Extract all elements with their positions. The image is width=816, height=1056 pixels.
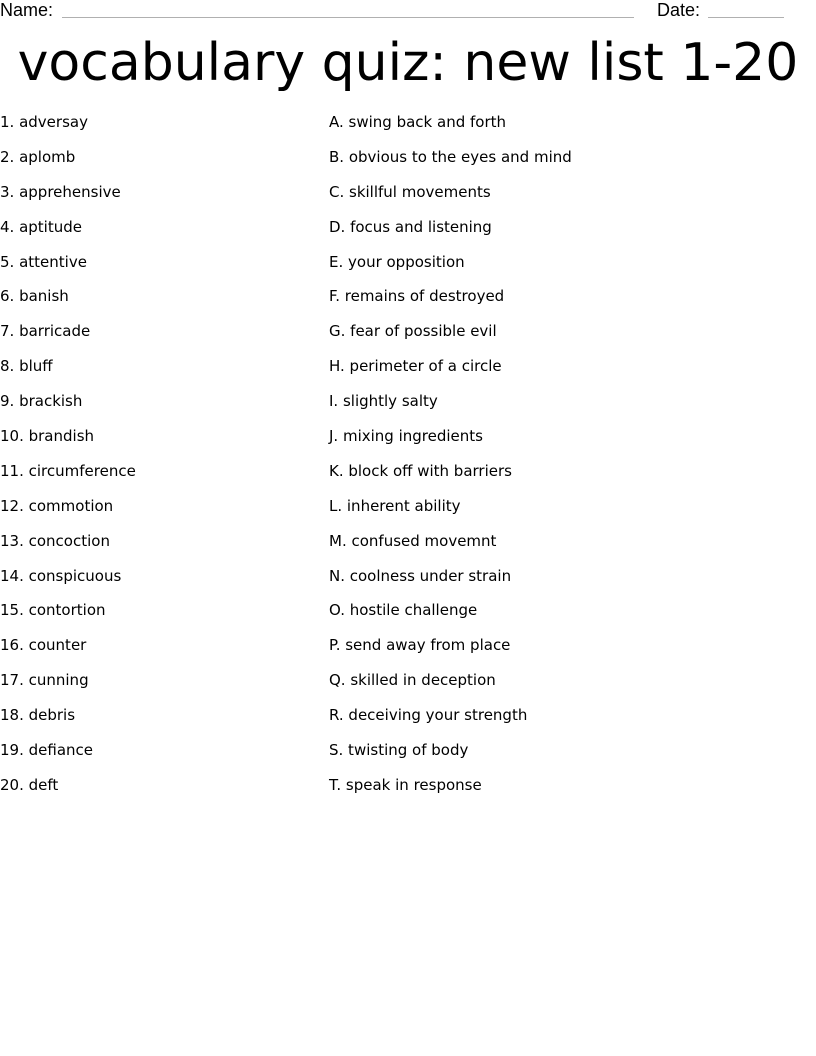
date-blank-line [708,17,784,18]
term-item: 7. barricade [0,322,91,341]
term-item: 11. circumference [0,461,136,480]
definition-item: D. focus and listening [329,217,492,236]
term-item: 14. conspicuous [0,566,122,585]
term-item: 16. counter [0,636,87,655]
term-item: 8. bluff [0,357,53,376]
definitions-list [329,112,572,810]
name-blank-line [62,17,634,18]
term-item: 15. contortion [0,601,106,620]
definition-item: A. swing back and forth [329,113,506,131]
name-label: Name: [0,0,54,20]
terms-list [0,112,136,810]
definition-item: C. skillful movements [329,182,491,201]
definition-item: H. perimeter of a circle [329,357,502,376]
term-item: 5. attentive [0,252,87,271]
date-label: Date: [657,0,701,20]
definition-item: T. speak in response [329,775,482,794]
term-item: 17. cunning [0,671,89,690]
term-item: 12. commotion [0,496,114,515]
term-item: 1. adversay [0,113,88,131]
term-item: 4. aptitude [0,217,82,236]
definition-item: M. confused movemnt [329,531,497,550]
term-item: 18. debris [0,706,76,725]
definition-item: S. twisting of body [329,741,469,760]
definition-item: J. mixing ingredients [329,427,483,446]
page-title: vocabulary quiz: new list 1-20 [17,33,799,93]
definition-item: N. coolness under strain [329,566,512,585]
term-item: 10. brandish [0,427,95,446]
definition-item: I. slightly salty [329,392,438,411]
term-item: 6. banish [0,287,69,306]
definition-item: O. hostile challenge [329,601,478,620]
definition-item: R. deceiving your strength [329,706,528,725]
definition-item: G. fear of possible evil [329,322,497,341]
definition-item: K. block off with barriers [329,461,512,480]
term-item: 3. apprehensive [0,182,121,201]
term-item: 20. deft [0,775,59,794]
definition-item: L. inherent ability [329,496,461,515]
definition-item: B. obvious to the eyes and mind [329,147,572,166]
term-item: 19. defiance [0,741,93,760]
definition-item: E. your opposition [329,252,465,271]
term-item: 13. concoction [0,531,110,550]
term-item: 2. aplomb [0,147,76,166]
term-item: 9. brackish [0,392,83,411]
definition-item: F. remains of destroyed [329,287,505,306]
name-date-header [0,0,816,24]
definition-item: Q. skilled in deception [329,671,496,690]
definition-item: P. send away from place [329,636,511,655]
